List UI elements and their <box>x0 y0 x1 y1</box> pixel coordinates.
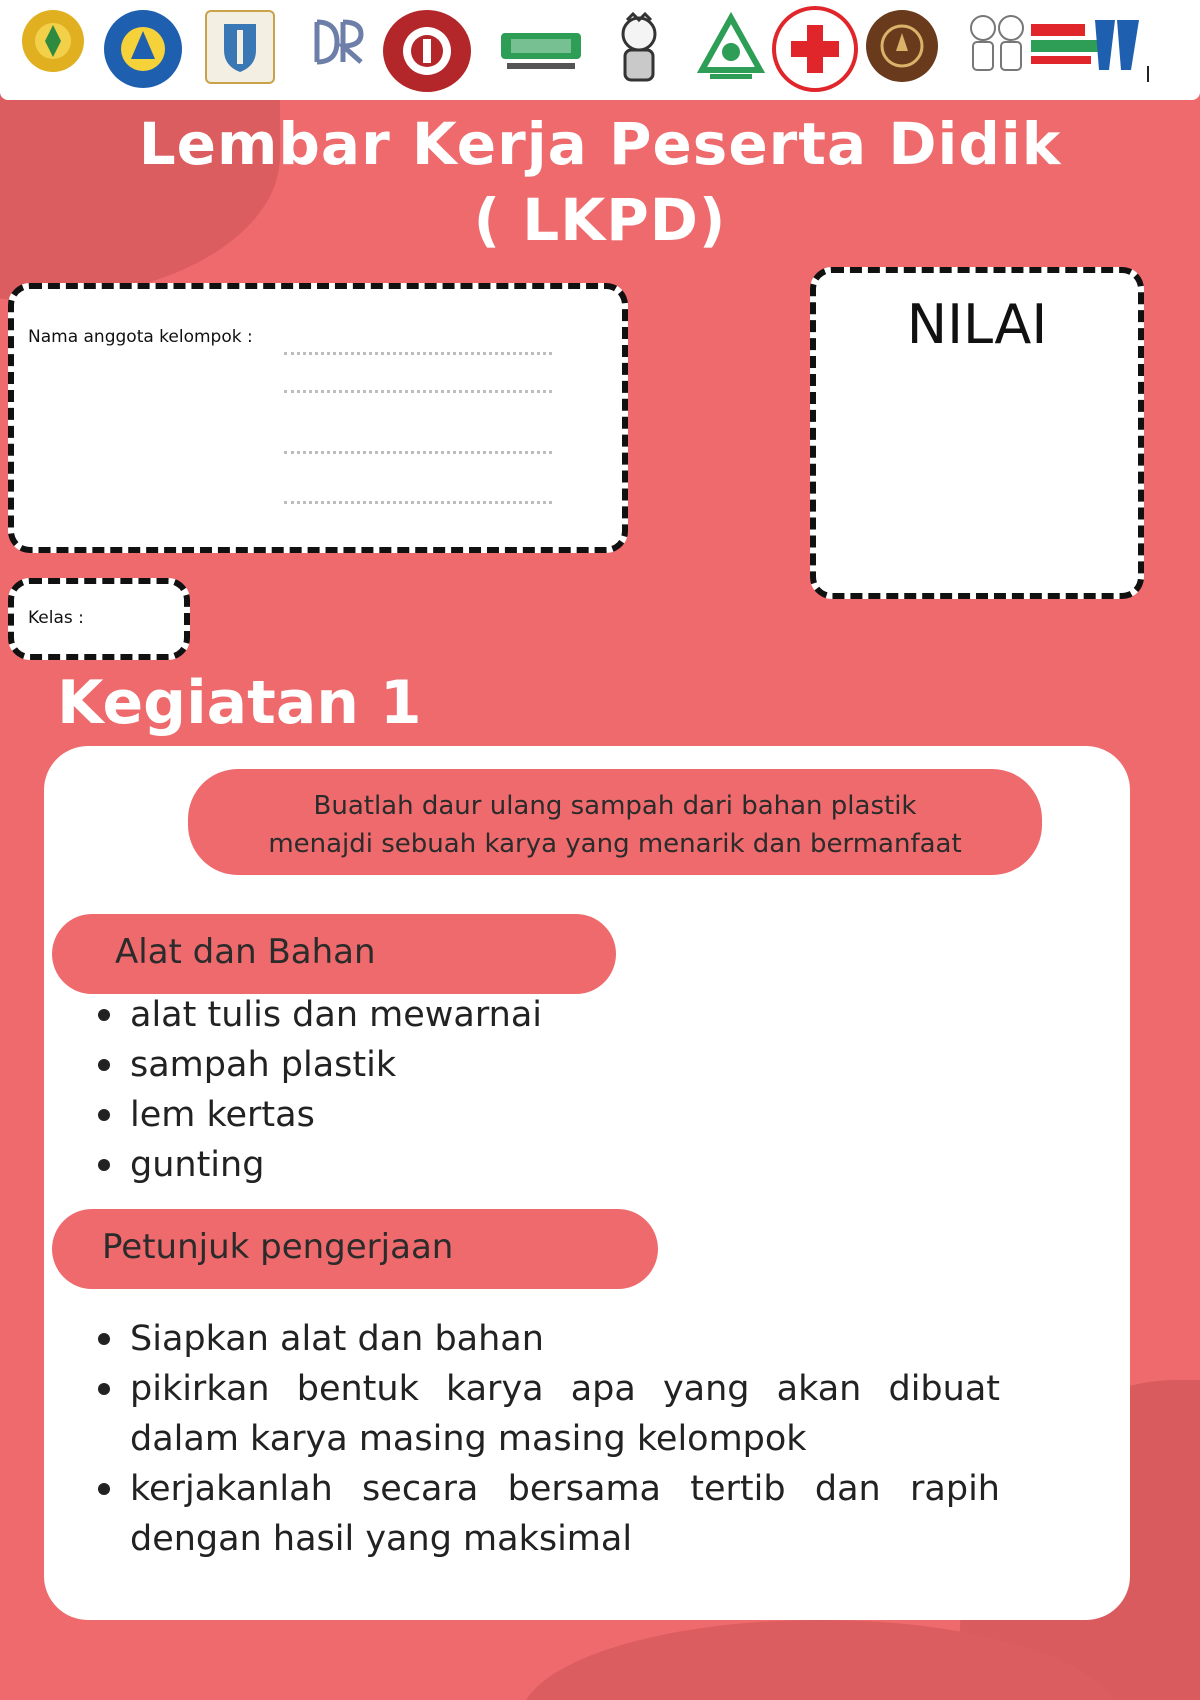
badge-icon <box>397 21 457 81</box>
yellow-emblem-icon <box>31 19 75 63</box>
instructions-heading-pill <box>52 1209 658 1289</box>
red-cross-logo <box>772 6 858 92</box>
shield-icon <box>220 20 260 74</box>
activity-title: Kegiatan 1 <box>57 668 422 738</box>
mascot-logo <box>604 10 674 90</box>
jawa-barat-logo <box>205 10 275 84</box>
triangle-icon <box>696 12 766 82</box>
red-cross-icon <box>787 21 843 77</box>
member-line-3[interactable] <box>284 451 552 454</box>
seal-icon <box>877 21 927 71</box>
green-triangle-logo <box>695 10 767 84</box>
worksheet-subtitle: ( LKPD) <box>473 186 727 254</box>
list-item: pikirkan bentuk karya apa yang akan dibuat dalam karya masing masing kelompok <box>90 1364 1000 1464</box>
list-item: alat tulis dan mewarnai <box>90 990 790 1040</box>
list-item: Siapkan alat dan bahan <box>90 1314 1000 1364</box>
brown-seal-logo <box>866 10 938 82</box>
instruction-line-1: Buatlah daur ulang sampah dari bahan plastik <box>313 791 917 821</box>
group-members-box <box>8 283 628 553</box>
tools-list <box>90 990 790 1190</box>
sekolah-menyenangkan-logo <box>965 10 1145 80</box>
instructions-list <box>90 1314 1000 1564</box>
group-members-label: Nama anggota kelompok : <box>28 327 253 347</box>
text-cursor <box>1147 66 1149 82</box>
kemenag-logo <box>22 10 84 72</box>
score-label: NILAI <box>906 293 1048 356</box>
sehat-logo <box>497 22 585 82</box>
tut-wuri-handayani-logo <box>104 10 182 88</box>
list-item: kerjakanlah secara bersama tertib dan rapih dengan hasil yang maksimal <box>90 1464 1000 1564</box>
school-badge-logo <box>383 10 471 92</box>
class-box[interactable] <box>8 578 190 660</box>
worksheet-title: Lembar Kerja Peserta Didik <box>138 110 1062 178</box>
instruction-banner <box>188 769 1042 875</box>
instructions-heading: Petunjuk pengerjaan <box>102 1227 454 1267</box>
member-line-2[interactable] <box>284 390 552 393</box>
blue-emblem-icon <box>115 21 171 77</box>
member-line-4[interactable] <box>284 501 552 504</box>
instruction-text <box>188 787 1042 863</box>
mascot-icon <box>607 12 671 88</box>
list-item: gunting <box>90 1140 790 1190</box>
logo-header <box>0 0 1200 100</box>
list-item: sampah plastik <box>90 1040 790 1090</box>
member-line-1[interactable] <box>284 352 552 355</box>
dp-logo <box>305 10 369 74</box>
monogram-icon <box>307 12 367 72</box>
list-item: lem kertas <box>90 1090 790 1140</box>
tools-heading: Alat dan Bahan <box>115 932 376 972</box>
score-box[interactable] <box>810 267 1144 599</box>
tools-heading-pill <box>52 914 616 994</box>
instruction-line-2: menajdi sebuah karya yang menarik dan bermanfaat <box>268 829 962 859</box>
kids-icon <box>965 10 1145 80</box>
sehat-icon <box>497 27 585 77</box>
class-label: Kelas : <box>28 608 84 628</box>
